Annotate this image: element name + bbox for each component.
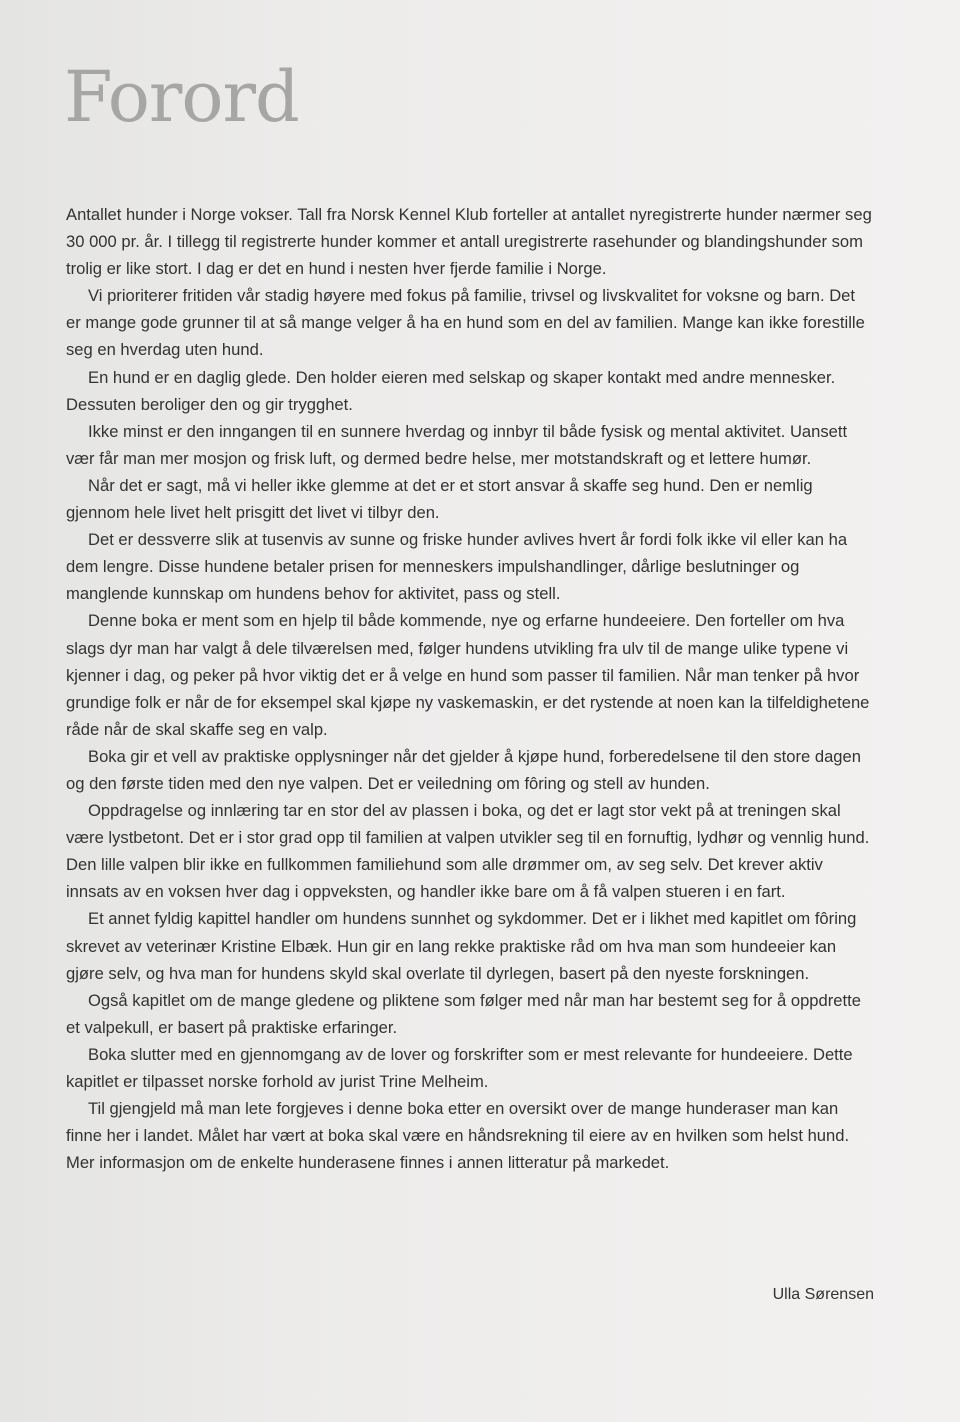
paragraph: Til gjengjeld må man lete forgjeves i denne boka etter en oversikt over de mange hunderaser man kan finne her i landet. Målet har vært at boka skal være en håndsrekning til eiere av en hvilken som helst hund. Mer informasjon om de enkelte hunderasene finnes i annen litteratur på markedet. xyxy=(66,1099,850,1173)
paragraph: Når det er sagt, må vi heller ikke glemme at det er et stort ansvar å skaffe seg hund. Den er nemlig gjennom hele livet helt prisgitt det livet vi tilbyr den. xyxy=(66,475,813,523)
paragraph: Denne boka er ment som en hjelp til både kommende, nye og erfarne hundeeiere. Den forteller om hva slags dyr man har valgt å dele tilværelsen med, følger hundens utvikling fra ulv til de mange ulike typene vi kjenner i dag, og peker på hvor viktig det er å velge en hund som passer til familien. Når man tenker på hvor grundige folk er når de for eksempel skal kjøpe ny vaskemaskin, er det rystende at noen kan la tilfeldighetene råde når de skal skaffe seg en valp. xyxy=(66,611,870,739)
paragraph: Ikke minst er den inngangen til en sunnere hverdag og innbyr til både fysisk og mental aktivitet. Uansett vær får man mer mosjon og frisk luft, og dermed bedre helse, mer motstandskraft og et lettere humør. xyxy=(66,421,848,468)
paragraph: Et annet fyldig kapittel handler om hundens sunnhet og sykdommer. Det er i likhet med kapitlet om fôring skrevet av veterinær Kristine Elbæk. Hun gir en lang rekke praktiske råd om hva man som hundeeier kan gjøre selv, og hva man for hundens skyld skal overlate til dyrlegen, basert på den nyeste forskningen. xyxy=(66,909,857,983)
page-title: Forord xyxy=(64,56,299,138)
paragraph: Det er dessverre slik at tusenvis av sunne og friske hunder avlives hvert år fordi folk ikke vil eller kan ha dem lengre. Disse hundene betaler prisen for menneskers impulshandlinger, dårlige beslutninger og manglende kunnskap om hundens behov for aktivitet, pass og stell. xyxy=(66,530,848,604)
preface-body xyxy=(66,201,872,1176)
paragraph: Boka slutter med en gjennomgang av de lover og forskrifter som er mest relevante for hundeeiere. Dette kapitlet er tilpasset norske forhold av jurist Trine Melheim. xyxy=(66,1044,853,1091)
paragraph: Boka gir et vell av praktiske opplysninger når det gjelder å kjøpe hund, forberedelsene til den store dagen og den første tiden med den nye valpen. Det er veiledning om fôring og stell av hunden. xyxy=(66,746,861,793)
paragraph: Oppdragelse og innlæring tar en stor del av plassen i boka, og det er lagt stor vekt på at treningen skal være lystbetont. Det er i stor grad opp til familien at valpen utvikler seg til en fornuftig, lydhør og vennlig hund. Den lille valpen blir ikke en fullkommen familiehund som alle drømmer om, av seg selv. Det krever aktiv innsats av en voksen hver dag i oppveksten, og handler ikke bare om å få valpen stueren i en fart. xyxy=(66,801,870,902)
paragraph: En hund er en daglig glede. Den holder eieren med selskap og skaper kontakt med andre mennesker. Dessuten beroliger den og gir trygghet. xyxy=(66,367,836,414)
author-signature: Ulla Sørensen xyxy=(772,1286,874,1303)
paragraph: Antallet hunder i Norge vokser. Tall fra Norsk Kennel Klub forteller at antallet nyregistrerte hunder nærmer seg 30 000 pr. år. I tillegg til registrerte hunder kommer et antall uregistrerte rasehunder og blandingshunder som trolig er like stort. I dag er det en hund i nesten hver fjerde familie i Norge. xyxy=(66,205,872,279)
paragraph: Også kapitlet om de mange gledene og pliktene som følger med når man har bestemt seg for å oppdrette et valpekull, er basert på praktiske erfaringer. xyxy=(66,990,861,1037)
paragraph: Vi prioriterer fritiden vår stadig høyere med fokus på familie, trivsel og livskvalitet for voksne og barn. Det er mange gode grunner til at så mange velger å ha en hund som en del av familien. Mange kan ikke forestille seg en hverdag uten hund. xyxy=(66,286,865,360)
